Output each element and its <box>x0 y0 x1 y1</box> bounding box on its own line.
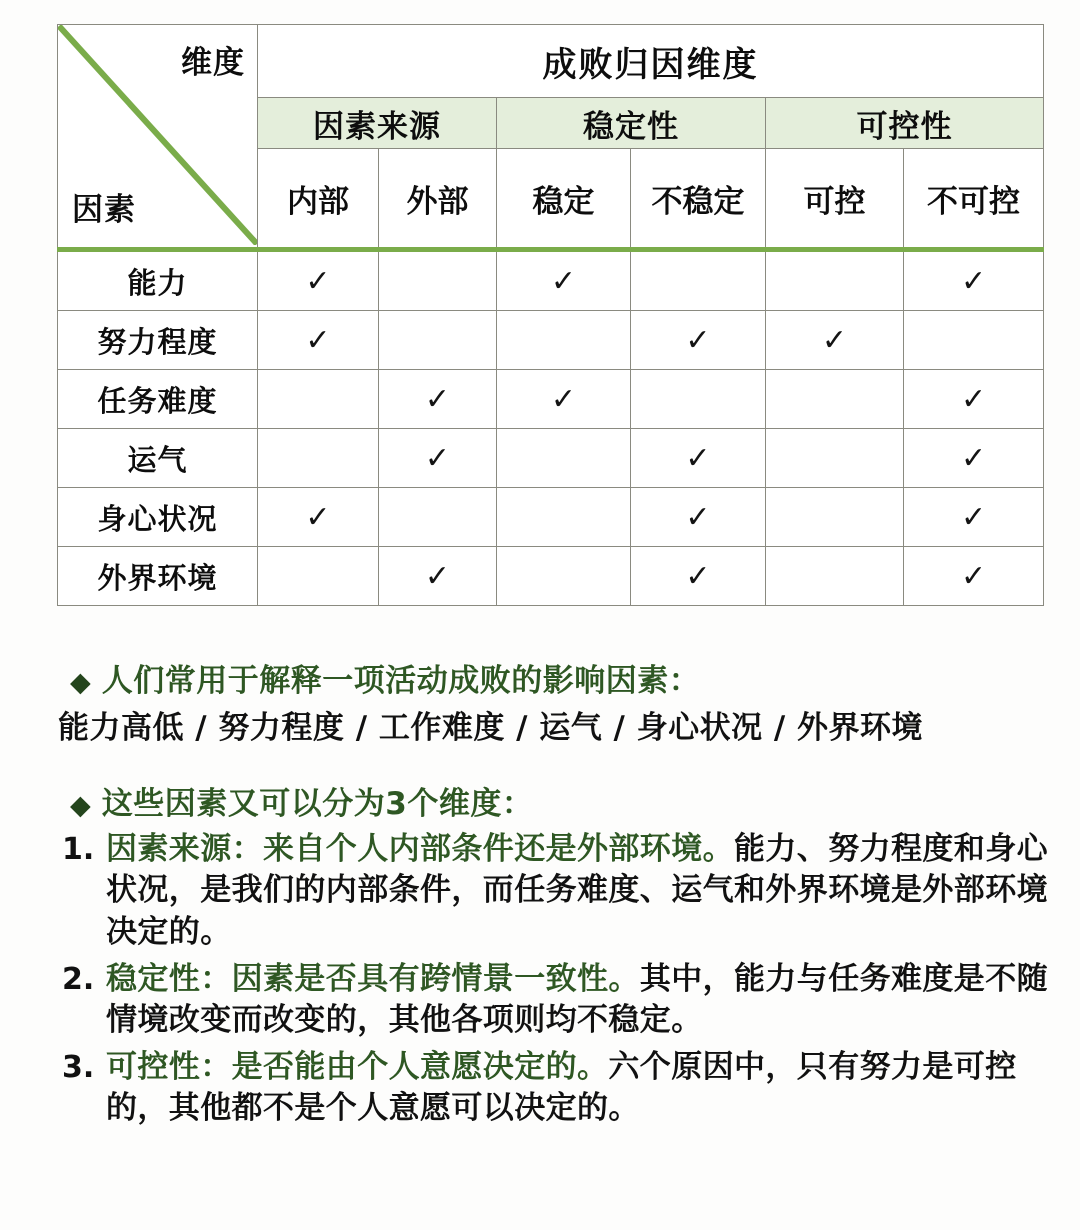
mark-cell <box>379 370 497 429</box>
check-icon: ✓ <box>960 381 987 417</box>
mark-cell <box>258 370 379 429</box>
mark-cell <box>497 488 631 547</box>
mark-cell <box>258 547 379 606</box>
note-bullet-heading-2 <box>70 785 1050 823</box>
spacer <box>70 749 1050 785</box>
spacer <box>70 700 1050 708</box>
table-row <box>58 488 1044 547</box>
check-icon: ✓ <box>305 499 331 535</box>
notes-section <box>58 662 1050 1130</box>
mark-cell <box>631 547 766 606</box>
list-item-body <box>106 829 1050 953</box>
mark-cell <box>379 547 497 606</box>
note-factor-list: 能力高低 / 努力程度 / 工作难度 / 运气 / 身心状况 / 外界环境 <box>58 710 924 747</box>
mark-cell <box>766 311 904 370</box>
table-row <box>58 429 1044 488</box>
mark-cell <box>379 250 497 311</box>
group-header-controllability: 可控性 <box>766 98 1044 149</box>
note-heading-2-text: 这些因素又可以分为3个维度： <box>101 785 534 822</box>
table-header-row-title <box>58 25 1044 98</box>
subcolumn-internal: 内部 <box>258 149 379 250</box>
diamond-bullet-icon: ◆ <box>70 789 91 821</box>
mark-cell <box>631 311 766 370</box>
attribution-table-container <box>57 24 1043 601</box>
list-item-number: 1. <box>62 832 95 868</box>
check-icon: ✓ <box>685 499 711 535</box>
note-list-item <box>62 1047 1050 1129</box>
group-header-stability: 稳定性 <box>497 98 766 149</box>
mark-cell <box>766 488 904 547</box>
note-list-item <box>62 959 1050 1041</box>
mark-cell <box>904 311 1044 370</box>
check-icon: ✓ <box>685 558 711 594</box>
list-item-head: 稳定性：因素是否具有跨情景一致性。 <box>106 960 640 997</box>
mark-cell <box>497 311 631 370</box>
list-item-head: 可控性：是否能由个人意愿决定的。 <box>106 1049 609 1086</box>
mark-cell <box>766 547 904 606</box>
subcolumn-controllable: 可控 <box>766 149 904 250</box>
mark-cell <box>631 250 766 311</box>
mark-cell <box>379 488 497 547</box>
attribution-table <box>57 24 1044 606</box>
mark-cell <box>497 429 631 488</box>
list-item-head: 因素来源：来自个人内部条件还是外部环境。 <box>106 831 734 868</box>
check-icon: ✓ <box>550 381 577 417</box>
check-icon: ✓ <box>821 322 848 358</box>
mark-cell <box>258 311 379 370</box>
subcolumn-unstable: 不稳定 <box>631 149 766 250</box>
table-row <box>58 311 1044 370</box>
group-header-source: 因素来源 <box>258 98 497 149</box>
table-row <box>58 370 1044 429</box>
check-icon: ✓ <box>424 381 451 417</box>
corner-dimension-label: 维度 <box>181 45 245 81</box>
note-list-item <box>62 829 1050 953</box>
mark-cell <box>766 370 904 429</box>
mark-cell <box>497 250 631 311</box>
mark-cell <box>379 429 497 488</box>
corner-factor-label: 因素 <box>72 192 136 228</box>
check-icon: ✓ <box>960 499 987 535</box>
check-icon: ✓ <box>960 263 987 299</box>
check-icon: ✓ <box>685 322 711 358</box>
note-heading-1-text: 人们常用于解释一项活动成败的影响因素： <box>101 663 701 699</box>
subcolumn-external: 外部 <box>379 149 497 250</box>
mark-cell <box>379 311 497 370</box>
mark-cell <box>766 250 904 311</box>
mark-cell <box>258 250 379 311</box>
mark-cell <box>904 250 1044 311</box>
check-icon: ✓ <box>424 440 451 476</box>
mark-cell <box>904 429 1044 488</box>
mark-cell <box>497 547 631 606</box>
list-item-rest: 其中，能力与任务难度是不随情境改变而改变的，其他各项则均不稳定。 <box>106 960 1049 1039</box>
subcolumn-uncontrollable: 不可控 <box>904 149 1044 250</box>
mark-cell <box>904 370 1044 429</box>
mark-cell <box>904 488 1044 547</box>
check-icon: ✓ <box>305 263 331 299</box>
list-item-number: 3. <box>62 1050 95 1086</box>
mark-cell <box>631 429 766 488</box>
row-label: 努力程度 <box>58 311 258 370</box>
mark-cell <box>766 429 904 488</box>
check-icon: ✓ <box>550 263 577 299</box>
table-title-cell: 成败归因维度 <box>258 25 1044 98</box>
table-row <box>58 250 1044 311</box>
mark-cell <box>631 488 766 547</box>
list-item-rest: 能力、努力程度和身心状况，是我们的内部条件，而任务难度、运气和外界环境是外部环境决定的。 <box>106 831 1048 950</box>
row-label: 运气 <box>58 429 258 488</box>
check-icon: ✓ <box>960 558 987 594</box>
row-label: 身心状况 <box>58 488 258 547</box>
check-icon: ✓ <box>305 322 331 358</box>
check-icon: ✓ <box>960 440 987 476</box>
list-item-body <box>106 1047 1050 1129</box>
diamond-bullet-icon: ◆ <box>70 667 91 698</box>
list-item-body <box>106 959 1050 1041</box>
row-label: 任务难度 <box>58 370 258 429</box>
mark-cell <box>904 547 1044 606</box>
subcolumn-stable: 稳定 <box>497 149 631 250</box>
table-corner-cell <box>58 25 258 250</box>
row-label: 外界环境 <box>58 547 258 606</box>
table-row <box>58 547 1044 606</box>
mark-cell <box>258 488 379 547</box>
list-item-rest: 六个原因中，只有努力是可控的，其他都不是个人意愿可以决定的。 <box>106 1049 1017 1127</box>
mark-cell <box>631 370 766 429</box>
mark-cell <box>258 429 379 488</box>
check-icon: ✓ <box>424 558 451 594</box>
mark-cell <box>497 370 631 429</box>
row-label: 能力 <box>58 250 258 311</box>
note-bullet-heading-1 <box>70 662 1050 700</box>
check-icon: ✓ <box>685 440 711 476</box>
list-item-number: 2. <box>62 961 95 997</box>
